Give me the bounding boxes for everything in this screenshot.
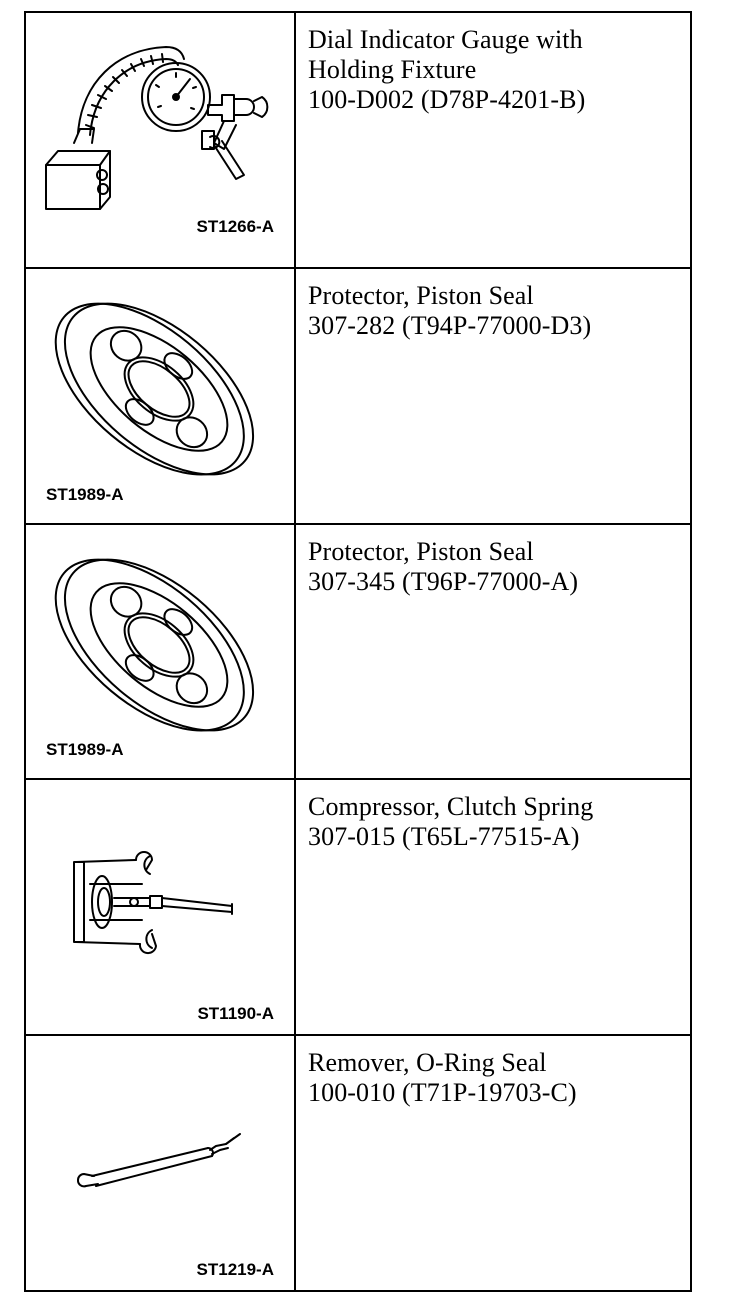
- tool-illustration-code: ST1989-A: [46, 484, 124, 504]
- tool-description-cell: [295, 524, 691, 780]
- tool-name: Compressor, Clutch Spring: [308, 792, 594, 822]
- tool-illustration-cell: [25, 524, 295, 780]
- tool-description-cell: [295, 268, 691, 524]
- tool-part-number: 307-282 (T94P-77000-D3): [308, 310, 592, 340]
- table-row: [25, 268, 691, 524]
- table-row: [25, 779, 691, 1035]
- tool-illustration-code: ST1219-A: [196, 1260, 274, 1279]
- table-row: [25, 12, 691, 268]
- tool-illustration-cell: [25, 268, 295, 524]
- tool-description-cell: [295, 1035, 691, 1291]
- tool-name: Remover, O-Ring Seal: [308, 1048, 547, 1078]
- special-tools-table: [24, 11, 692, 1292]
- table-row: [25, 1035, 691, 1291]
- tool-part-number: 307-345 (T96P-77000-A): [308, 566, 579, 596]
- tool-name: Dial Indicator Gauge with: [308, 25, 583, 54]
- tool-name-continued: Holding Fixture: [308, 55, 477, 84]
- table-row: [25, 524, 691, 780]
- tool-illustration-cell: [25, 779, 295, 1035]
- tool-part-number: 307-015 (T65L-77515-A): [308, 822, 580, 852]
- tool-part-number: 100-D002 (D78P-4201-B): [308, 85, 586, 114]
- tool-illustration-code: ST1190-A: [197, 1004, 274, 1024]
- tool-illustration-code: ST1989-A: [46, 740, 124, 760]
- tool-part-number: 100-010 (T71P-19703-C): [308, 1078, 577, 1108]
- tool-description-cell: [295, 779, 691, 1035]
- tool-description-cell: [295, 12, 691, 268]
- tool-illustration-code: ST1266-A: [196, 216, 274, 236]
- tool-illustration-cell: [25, 1035, 295, 1291]
- o-ring-remover-icon: [26, 1036, 294, 1289]
- tool-name: Protector, Piston Seal: [308, 280, 534, 310]
- tool-name: Protector, Piston Seal: [308, 536, 534, 566]
- clutch-spring-compressor-icon: [26, 780, 294, 1033]
- tool-illustration-cell: [25, 12, 295, 268]
